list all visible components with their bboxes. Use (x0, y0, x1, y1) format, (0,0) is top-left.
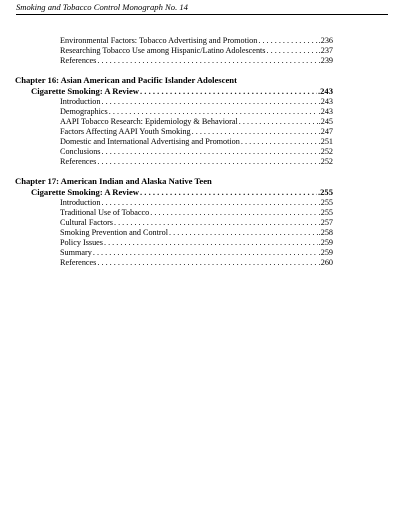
toc-entry-label: AAPI Tobacco Research: Epidemiology & Behavioral (60, 117, 238, 126)
toc-entry-page: .247 (318, 127, 333, 136)
dot-leader (239, 117, 318, 127)
toc-entry[interactable] (60, 117, 333, 127)
toc-entry-label: Summary (60, 248, 92, 257)
dot-leader (109, 107, 318, 117)
toc-entry-label: Smoking Prevention and Control (60, 228, 169, 237)
dot-leader (140, 187, 317, 198)
toc-entry[interactable] (60, 56, 333, 66)
toc-entry-label: Domestic and International Advertising and Promotion (60, 137, 240, 146)
toc-entry-page: .237 (318, 46, 333, 55)
toc-entry-label: Policy Issues (60, 238, 103, 247)
toc-entry-page: .252 (318, 147, 333, 156)
toc-entry-page: .259 (318, 238, 333, 247)
dot-leader (169, 228, 318, 238)
dot-leader (101, 198, 317, 208)
toc-entry-page: .236 (318, 36, 333, 45)
dot-leader (104, 238, 318, 248)
chapter-17-subtitle: Cigarette Smoking: A Review (31, 187, 139, 197)
toc-entry-page: .255 (318, 198, 333, 207)
dot-leader (267, 46, 318, 56)
toc-entry[interactable] (60, 238, 333, 248)
toc-entry-label: Cultural Factors (60, 218, 113, 227)
toc-entry[interactable] (60, 127, 333, 137)
toc-entry-page: .260 (318, 258, 333, 267)
toc-entry[interactable] (60, 46, 333, 56)
chapter-17-page: .255 (317, 187, 333, 197)
dot-leader (241, 137, 318, 147)
chapter-16-page: .243 (317, 86, 333, 96)
dot-leader (93, 248, 318, 258)
toc-entry-label: Introduction (60, 97, 101, 106)
toc-entry-label: Researching Tobacco Use among Hispanic/Latino Adolescents (60, 46, 266, 55)
dot-leader (140, 86, 317, 97)
chapter-16-title: Chapter 16: Asian American and Pacific Islander Adolescent (15, 75, 237, 85)
toc-entry[interactable] (60, 137, 333, 147)
toc-entry[interactable] (60, 248, 333, 258)
chapter-16-heading[interactable] (31, 86, 333, 97)
toc-entry[interactable] (60, 97, 333, 107)
dot-leader (150, 208, 317, 218)
toc-entry-page: .258 (318, 228, 333, 237)
toc-entry-page: .245 (318, 117, 333, 126)
toc-entry-label: References (60, 258, 97, 267)
toc-entry-page: .255 (318, 208, 333, 217)
dot-leader (97, 56, 317, 66)
toc-entry-label: Demographics (60, 107, 108, 116)
chapter-16-subtitle: Cigarette Smoking: A Review (31, 86, 139, 96)
toc-entry[interactable] (60, 258, 333, 268)
toc-entry-page: .243 (318, 97, 333, 106)
toc-entry-label: Introduction (60, 198, 101, 207)
toc-entry[interactable] (60, 218, 333, 228)
toc-entry[interactable] (60, 198, 333, 208)
chapter-17-title: Chapter 17: American Indian and Alaska Native Teen (15, 176, 212, 186)
toc-entry-label: References (60, 157, 97, 166)
toc-entry-page: .243 (318, 107, 333, 116)
toc-entry-label: Traditional Use of Tobacco (60, 208, 150, 217)
dot-leader (101, 97, 317, 107)
toc-entry[interactable] (60, 228, 333, 238)
toc-entry[interactable] (60, 147, 333, 157)
dot-leader (97, 157, 317, 167)
dot-leader (102, 147, 318, 157)
dot-leader (192, 127, 318, 137)
dot-leader (258, 36, 317, 46)
toc-entry-page: .259 (318, 248, 333, 257)
toc-entry-label: Conclusions (60, 147, 101, 156)
toc-entry-page: .252 (318, 157, 333, 166)
toc-entry-label: Factors Affecting AAPI Youth Smoking (60, 127, 191, 136)
toc-entry-label: Environmental Factors: Tobacco Advertising and Promotion (60, 36, 258, 45)
toc-entry[interactable] (60, 107, 333, 117)
chapter-17-heading[interactable] (31, 187, 333, 198)
toc-entry-label: References (60, 56, 97, 65)
toc-entry-page: .257 (318, 218, 333, 227)
toc-entry[interactable] (60, 208, 333, 218)
toc-entry-page: .239 (318, 56, 333, 65)
toc-entry-page: .251 (318, 137, 333, 146)
toc-entry[interactable] (60, 36, 333, 46)
dot-leader (97, 258, 317, 268)
running-header: Smoking and Tobacco Control Monograph No. 14 (16, 2, 388, 15)
dot-leader (114, 218, 318, 228)
toc-entry[interactable] (60, 157, 333, 167)
